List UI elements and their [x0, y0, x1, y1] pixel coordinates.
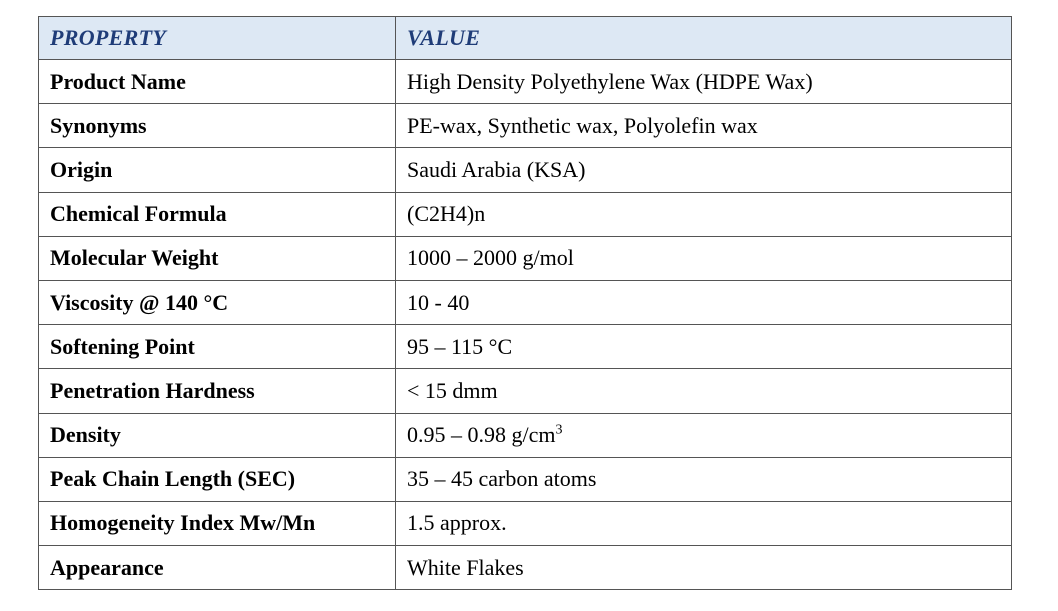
table-row: [39, 413, 1012, 457]
value-cell: Saudi Arabia (KSA): [396, 148, 1012, 192]
superscript-exponent: 3: [555, 422, 563, 438]
value-cell: 10 - 40: [396, 280, 1012, 324]
value-cell: 1.5 approx.: [396, 501, 1012, 545]
table-row: [39, 280, 1012, 324]
property-cell: Penetration Hardness: [39, 369, 396, 413]
value-cell: High Density Polyethylene Wax (HDPE Wax): [396, 60, 1012, 104]
value-cell: PE-wax, Synthetic wax, Polyolefin wax: [396, 104, 1012, 148]
property-column-header: PROPERTY: [39, 17, 396, 60]
table-row: [39, 369, 1012, 413]
table-header-row: [39, 17, 1012, 60]
property-cell: Synonyms: [39, 104, 396, 148]
property-cell: Origin: [39, 148, 396, 192]
property-cell: Density: [39, 413, 396, 457]
table-row: [39, 60, 1012, 104]
property-cell: Homogeneity Index Mw/Mn: [39, 501, 396, 545]
table-row: [39, 501, 1012, 545]
table-row: [39, 546, 1012, 590]
property-cell: Molecular Weight: [39, 236, 396, 280]
property-cell: Product Name: [39, 60, 396, 104]
property-cell: Appearance: [39, 546, 396, 590]
table-row: [39, 236, 1012, 280]
property-cell: Chemical Formula: [39, 192, 396, 236]
value-cell: White Flakes: [396, 546, 1012, 590]
value-cell: (C2H4)n: [396, 192, 1012, 236]
table-row: [39, 325, 1012, 369]
property-cell: Viscosity @ 140 °C: [39, 280, 396, 324]
value-cell: 1000 – 2000 g/mol: [396, 236, 1012, 280]
table-row: [39, 148, 1012, 192]
property-cell: Softening Point: [39, 325, 396, 369]
specification-table: [38, 16, 1012, 590]
value-cell: < 15 dmm: [396, 369, 1012, 413]
density-value: 0.95 – 0.98 g/cm: [407, 422, 556, 448]
table-row: [39, 457, 1012, 501]
value-column-header: VALUE: [396, 17, 1012, 60]
value-cell: [396, 413, 1012, 457]
table-row: [39, 104, 1012, 148]
table-row: [39, 192, 1012, 236]
value-cell: 35 – 45 carbon atoms: [396, 457, 1012, 501]
value-cell: 95 – 115 °C: [396, 325, 1012, 369]
property-cell: Peak Chain Length (SEC): [39, 457, 396, 501]
